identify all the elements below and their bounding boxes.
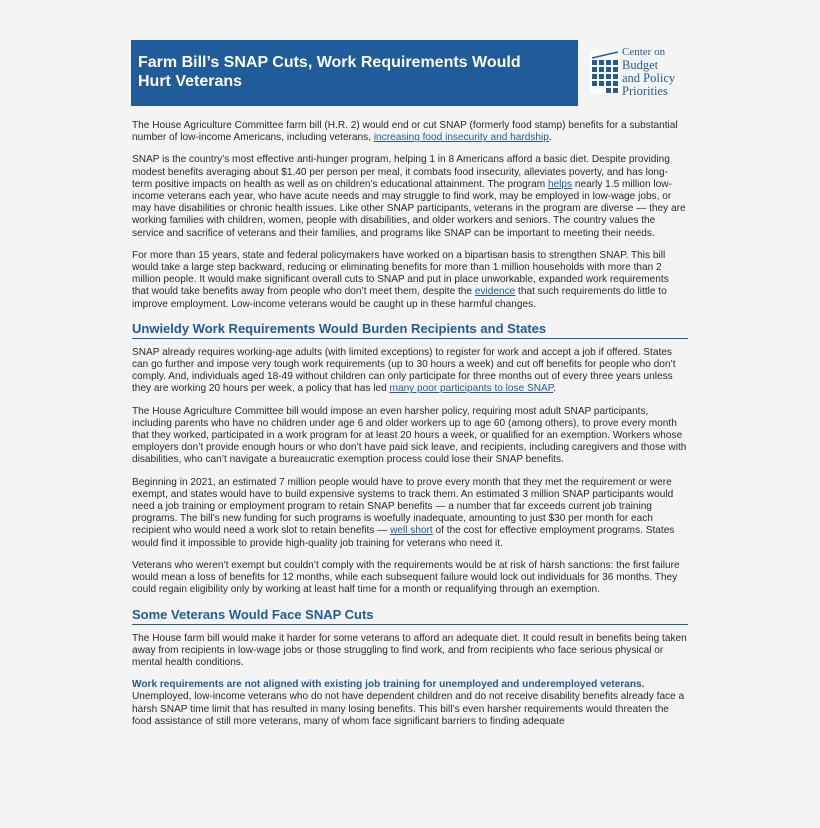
title-line-1: Farm Bill’s SNAP Cuts, Work Requirements Would — [138, 54, 521, 71]
tracking-costs-paragraph — [132, 477, 688, 550]
evidence-link[interactable]: evidence — [474, 286, 516, 298]
logo-grid-icon — [590, 50, 620, 94]
harder-diet-paragraph: The House farm bill would make it harder for some veterans to afford an adequate diet. It could result in benefits being taken away from recipients in low-wage jobs or those struggling to find work, and from recipients who face serious physical or mental health conditions. — [132, 632, 687, 668]
logo-line-2: Budget — [622, 58, 659, 72]
intro-text: The House Agriculture Committee farm bill (H.R. 2) would end or cut SNAP (formerly food stamp) benefits for a substantial number of low-income Americans, including veterans, — [132, 120, 678, 144]
tracking-costs-text-a: Beginning in 2021, an estimated 7 million people would have to prove every month that they met the requirement or were exempt, and states would have to build expensive systems to track them. An estimated 3 million SNAP participants would need a job training or employment program to retain SNAP benefits — a number that far exceeds current job training programs. The bill’s new funding for such programs is woefully inadequate, amounting to just $30 per month for each recipient who would need a work slot to retain benefits — — [132, 476, 674, 537]
page-title — [138, 53, 558, 91]
helps-link[interactable]: helps — [547, 178, 573, 190]
job-training-paragraph — [132, 679, 688, 728]
logo-line-1: Center on — [622, 46, 666, 58]
bipartisan-text-b: that such requirements do little to improve employment. Low-income veterans would be caught up in these harmful changes. — [132, 286, 667, 310]
existing-requirements-text-a: SNAP already requires working-age adults (with limited exceptions) to register for work and accept a job if offered. States can go further and impose very tough work requirements (up to 30 hours a week) and cut off benefits for people who don’t comply. And, individuals aged 18-49 without children can only participate for three months out of every three years unless they are working 20 hours per week, a policy that has led — [132, 346, 676, 395]
bipartisan-text-a: For more than 15 years, state and federal policymakers have worked on a bipartisan basis to strengthen SNAP. This bill would take a large step backward, reducing or eliminating benefits for more than 1 million households with more than 2 million people. It would make significant overall cuts to SNAP and put in place unworkable, expanded work requirements that would take benefits away from people who don’t meet them, despite the — [132, 249, 669, 298]
logo-line-4: Priorities — [622, 84, 668, 98]
logo-line-3: and Policy — [622, 71, 676, 85]
well-short-link[interactable]: well short — [390, 525, 433, 537]
section-heading-work-requirements: Unwieldy Work Requirements Would Burden Recipients and States — [132, 321, 688, 339]
document-header — [131, 40, 689, 106]
sanctions-paragraph: Veterans who weren’t exempt but couldn’t comply with the requirements would be at risk of harsh sanctions: the first failure would mean a loss of benefits for 12 months, while each subsequent failure would lock out individuals for 36 months. They could regain eligibility only by working at least half time for a month or requalifying through an exemption. — [132, 559, 680, 596]
food-insecurity-link[interactable]: increasing food insecurity and hardship — [373, 132, 549, 144]
existing-requirements-text-b: . — [553, 383, 557, 395]
tracking-costs-text-b: of the cost for effective employment programs. States would find it impossible to provide high-quality job training for veterans who need it. — [132, 525, 675, 549]
intro-end: . — [548, 132, 552, 144]
bipartisan-paragraph — [132, 250, 688, 311]
harsher-policy-paragraph: The House Agriculture Committee bill would impose an even harsher policy, requiring most adult SNAP participants, including parents who have no children under age 6 and older workers up to age 60 (among others), to prove every month that they worked, participated in a work program for at least 20 hours a week, or qualified for an exemption. Workers whose employers don’t provide enough hours or who don’t have paid sick leave, and recipients, including caregivers and those with disabilities, who can’t navigate a bureaucratic exemption process could lose their SNAP benefits. — [132, 405, 687, 466]
snap-overview-paragraph — [132, 154, 688, 239]
lose-snap-link[interactable]: many poor participants to lose SNAP — [389, 383, 554, 395]
document-body — [132, 120, 688, 728]
intro-paragraph — [132, 120, 688, 144]
title-banner — [131, 40, 578, 106]
logo-wordmark — [622, 46, 675, 98]
snap-overview-text-a: SNAP is the country’s most effective anti-hunger program, helping 1 in 8 Americans afford a basic diet. Despite providing modest benefits averaging about $1.40 per person per meal, it combats food insecurity, alleviates poverty, and has long-term positive impacts on health as well as on children’s educational attainment. The program — [132, 154, 670, 190]
snap-overview-text-b: nearly 1.5 million low-income veterans each year, who have acute needs and may struggle to find work, may be employed in low-wage jobs, or may have disabilities or chronic health issues. Like other SNAP participants, veterans in the program are diverse — they are working families with children, women, people with disabilities, and older workers and seniors. The country values the service and sacrifice of veterans and their families, and programs like SNAP can be important to meeting their needs. — [132, 178, 686, 239]
title-line-2: Hurt Veterans — [138, 73, 243, 90]
cbpp-logo — [590, 46, 686, 102]
job-training-subhead: Work requirements are not aligned with existing job training for unemployed and underemployed veterans. — [132, 679, 645, 691]
section-heading-snap-cuts: Some Veterans Would Face SNAP Cuts — [132, 607, 688, 625]
job-training-text: Unemployed, low-income veterans who do not have dependent children and do not receive disability benefits already face a harsh SNAP time limit that has resulted in many losing benefits. This bill’s even harsher requirements would threaten the food assistance of still more veterans, many of whom face significant barriers to finding adequate — [132, 691, 685, 727]
existing-requirements-paragraph — [132, 347, 688, 396]
